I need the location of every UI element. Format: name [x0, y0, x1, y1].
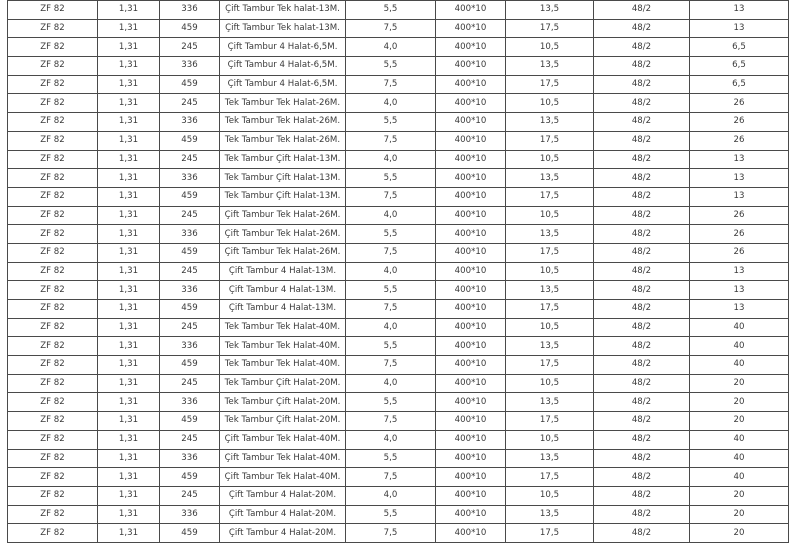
table-row	[8, 243, 789, 262]
table-row	[8, 94, 789, 113]
cell-model: ZF 82	[8, 19, 98, 38]
cell-rope-length: 20	[690, 505, 789, 524]
cell-power: 4,0	[346, 318, 436, 337]
cell-power: 7,5	[346, 300, 436, 319]
cell-model: ZF 82	[8, 393, 98, 412]
cell-model: ZF 82	[8, 94, 98, 113]
cell-speed: 17,5	[506, 524, 594, 543]
cell-power: 5,5	[346, 1, 436, 20]
cell-speed: 13,5	[506, 57, 594, 76]
cell-dimension: 400*10	[436, 75, 506, 94]
cell-configuration: Tek Tambur Tek Halat-26M.	[220, 94, 346, 113]
cell-ratio: 1,31	[98, 113, 160, 132]
cell-dimension: 400*10	[436, 412, 506, 431]
cell-model: ZF 82	[8, 169, 98, 188]
cell-rope-length: 13	[690, 150, 789, 169]
cell-dimension: 400*10	[436, 113, 506, 132]
table-row	[8, 337, 789, 356]
cell-speed: 17,5	[506, 187, 594, 206]
cell-capacity: 245	[160, 430, 220, 449]
cell-rope-length: 26	[690, 225, 789, 244]
cell-power: 7,5	[346, 412, 436, 431]
cell-dimension: 400*10	[436, 131, 506, 150]
cell-power: 4,0	[346, 486, 436, 505]
table-row	[8, 505, 789, 524]
cell-power: 7,5	[346, 243, 436, 262]
cell-rope-length: 13	[690, 169, 789, 188]
cell-drum: 48/2	[594, 1, 690, 20]
cell-dimension: 400*10	[436, 94, 506, 113]
cell-rope-length: 40	[690, 430, 789, 449]
table-row	[8, 150, 789, 169]
cell-dimension: 400*10	[436, 169, 506, 188]
cell-ratio: 1,31	[98, 430, 160, 449]
cell-model: ZF 82	[8, 131, 98, 150]
cell-speed: 10,5	[506, 318, 594, 337]
cell-ratio: 1,31	[98, 131, 160, 150]
cell-model: ZF 82	[8, 281, 98, 300]
spec-table	[7, 0, 789, 543]
cell-dimension: 400*10	[436, 468, 506, 487]
cell-dimension: 400*10	[436, 524, 506, 543]
cell-ratio: 1,31	[98, 225, 160, 244]
cell-speed: 13,5	[506, 505, 594, 524]
cell-configuration: Çift Tambur 4 Halat-20M.	[220, 486, 346, 505]
table-row	[8, 393, 789, 412]
table-row	[8, 300, 789, 319]
cell-rope-length: 13	[690, 1, 789, 20]
cell-drum: 48/2	[594, 225, 690, 244]
cell-dimension: 400*10	[436, 225, 506, 244]
cell-drum: 48/2	[594, 337, 690, 356]
cell-dimension: 400*10	[436, 318, 506, 337]
cell-rope-length: 6,5	[690, 38, 789, 57]
cell-rope-length: 6,5	[690, 57, 789, 76]
table-row	[8, 169, 789, 188]
cell-ratio: 1,31	[98, 1, 160, 20]
cell-model: ZF 82	[8, 505, 98, 524]
table-row	[8, 225, 789, 244]
cell-ratio: 1,31	[98, 356, 160, 375]
cell-drum: 48/2	[594, 150, 690, 169]
cell-model: ZF 82	[8, 262, 98, 281]
cell-power: 7,5	[346, 524, 436, 543]
cell-drum: 48/2	[594, 300, 690, 319]
cell-configuration: Çift Tambur 4 Halat-13M.	[220, 262, 346, 281]
table-row	[8, 262, 789, 281]
cell-capacity: 336	[160, 113, 220, 132]
table-row	[8, 19, 789, 38]
table-row	[8, 57, 789, 76]
cell-dimension: 400*10	[436, 150, 506, 169]
cell-model: ZF 82	[8, 524, 98, 543]
cell-configuration: Tek Tambur Tek Halat-40M.	[220, 337, 346, 356]
cell-configuration: Tek Tambur Tek Halat-26M.	[220, 113, 346, 132]
cell-capacity: 245	[160, 206, 220, 225]
cell-power: 4,0	[346, 150, 436, 169]
cell-model: ZF 82	[8, 337, 98, 356]
cell-power: 7,5	[346, 187, 436, 206]
cell-rope-length: 13	[690, 281, 789, 300]
table-row	[8, 187, 789, 206]
table-row	[8, 281, 789, 300]
cell-power: 5,5	[346, 393, 436, 412]
cell-configuration: Çift Tambur 4 Halat-6,5M.	[220, 57, 346, 76]
cell-speed: 17,5	[506, 356, 594, 375]
cell-speed: 17,5	[506, 468, 594, 487]
cell-configuration: Çift Tambur 4 Halat-6,5M.	[220, 75, 346, 94]
cell-configuration: Tek Tambur Çift Halat-13M.	[220, 187, 346, 206]
cell-configuration: Tek Tambur Tek Halat-40M.	[220, 356, 346, 375]
cell-configuration: Çift Tambur 4 Halat-20M.	[220, 505, 346, 524]
cell-capacity: 459	[160, 300, 220, 319]
cell-speed: 10,5	[506, 374, 594, 393]
cell-ratio: 1,31	[98, 412, 160, 431]
cell-drum: 48/2	[594, 262, 690, 281]
cell-drum: 48/2	[594, 374, 690, 393]
cell-power: 4,0	[346, 262, 436, 281]
table-row	[8, 412, 789, 431]
cell-capacity: 336	[160, 393, 220, 412]
cell-dimension: 400*10	[436, 486, 506, 505]
cell-dimension: 400*10	[436, 19, 506, 38]
cell-dimension: 400*10	[436, 374, 506, 393]
cell-dimension: 400*10	[436, 356, 506, 375]
cell-model: ZF 82	[8, 486, 98, 505]
cell-capacity: 459	[160, 356, 220, 375]
cell-drum: 48/2	[594, 486, 690, 505]
cell-ratio: 1,31	[98, 57, 160, 76]
cell-drum: 48/2	[594, 169, 690, 188]
cell-dimension: 400*10	[436, 206, 506, 225]
cell-rope-length: 40	[690, 356, 789, 375]
cell-configuration: Tek Tambur Tek Halat-40M.	[220, 318, 346, 337]
table-row	[8, 75, 789, 94]
cell-configuration: Tek Tambur Çift Halat-20M.	[220, 374, 346, 393]
cell-ratio: 1,31	[98, 449, 160, 468]
cell-dimension: 400*10	[436, 243, 506, 262]
cell-ratio: 1,31	[98, 468, 160, 487]
cell-ratio: 1,31	[98, 486, 160, 505]
cell-drum: 48/2	[594, 38, 690, 57]
cell-ratio: 1,31	[98, 393, 160, 412]
cell-model: ZF 82	[8, 225, 98, 244]
cell-configuration: Çift Tambur Tek Halat-40M.	[220, 468, 346, 487]
cell-drum: 48/2	[594, 75, 690, 94]
cell-power: 5,5	[346, 281, 436, 300]
cell-configuration: Çift Tambur 4 Halat-20M.	[220, 524, 346, 543]
cell-dimension: 400*10	[436, 393, 506, 412]
cell-ratio: 1,31	[98, 281, 160, 300]
cell-speed: 13,5	[506, 337, 594, 356]
cell-speed: 17,5	[506, 131, 594, 150]
cell-model: ZF 82	[8, 243, 98, 262]
cell-speed: 13,5	[506, 113, 594, 132]
cell-rope-length: 26	[690, 243, 789, 262]
cell-speed: 10,5	[506, 206, 594, 225]
cell-power: 7,5	[346, 356, 436, 375]
cell-rope-length: 13	[690, 187, 789, 206]
cell-power: 4,0	[346, 38, 436, 57]
table-row	[8, 430, 789, 449]
cell-drum: 48/2	[594, 393, 690, 412]
cell-drum: 48/2	[594, 206, 690, 225]
cell-capacity: 245	[160, 94, 220, 113]
cell-configuration: Tek Tambur Çift Halat-20M.	[220, 393, 346, 412]
cell-rope-length: 20	[690, 374, 789, 393]
cell-power: 4,0	[346, 374, 436, 393]
cell-power: 7,5	[346, 468, 436, 487]
cell-power: 5,5	[346, 337, 436, 356]
cell-capacity: 336	[160, 1, 220, 20]
cell-rope-length: 20	[690, 524, 789, 543]
cell-drum: 48/2	[594, 468, 690, 487]
table-row	[8, 468, 789, 487]
cell-model: ZF 82	[8, 300, 98, 319]
cell-ratio: 1,31	[98, 505, 160, 524]
cell-model: ZF 82	[8, 412, 98, 431]
cell-configuration: Çift Tambur Tek Halat-40M.	[220, 449, 346, 468]
cell-power: 5,5	[346, 505, 436, 524]
cell-capacity: 336	[160, 505, 220, 524]
cell-capacity: 459	[160, 412, 220, 431]
cell-configuration: Çift Tambur Tek halat-13M.	[220, 19, 346, 38]
cell-model: ZF 82	[8, 356, 98, 375]
cell-speed: 17,5	[506, 412, 594, 431]
cell-configuration: Tek Tambur Çift Halat-13M.	[220, 150, 346, 169]
table-row	[8, 113, 789, 132]
cell-model: ZF 82	[8, 430, 98, 449]
table-row	[8, 374, 789, 393]
cell-power: 7,5	[346, 131, 436, 150]
cell-dimension: 400*10	[436, 57, 506, 76]
cell-power: 7,5	[346, 75, 436, 94]
cell-speed: 10,5	[506, 486, 594, 505]
cell-model: ZF 82	[8, 38, 98, 57]
cell-ratio: 1,31	[98, 94, 160, 113]
cell-configuration: Çift Tambur Tek halat-13M.	[220, 1, 346, 20]
cell-dimension: 400*10	[436, 262, 506, 281]
cell-speed: 10,5	[506, 94, 594, 113]
cell-configuration: Çift Tambur 4 Halat-13M.	[220, 300, 346, 319]
cell-drum: 48/2	[594, 449, 690, 468]
cell-model: ZF 82	[8, 150, 98, 169]
cell-speed: 13,5	[506, 169, 594, 188]
cell-rope-length: 40	[690, 449, 789, 468]
cell-capacity: 336	[160, 57, 220, 76]
cell-capacity: 245	[160, 150, 220, 169]
cell-drum: 48/2	[594, 131, 690, 150]
cell-model: ZF 82	[8, 206, 98, 225]
table-row	[8, 486, 789, 505]
cell-model: ZF 82	[8, 449, 98, 468]
cell-model: ZF 82	[8, 374, 98, 393]
cell-ratio: 1,31	[98, 374, 160, 393]
cell-power: 4,0	[346, 206, 436, 225]
spec-table-body	[8, 1, 789, 543]
cell-dimension: 400*10	[436, 449, 506, 468]
cell-power: 5,5	[346, 449, 436, 468]
cell-drum: 48/2	[594, 281, 690, 300]
cell-dimension: 400*10	[436, 281, 506, 300]
cell-capacity: 336	[160, 449, 220, 468]
cell-model: ZF 82	[8, 187, 98, 206]
cell-ratio: 1,31	[98, 206, 160, 225]
cell-drum: 48/2	[594, 318, 690, 337]
cell-capacity: 245	[160, 262, 220, 281]
table-row	[8, 356, 789, 375]
cell-configuration: Tek Tambur Tek Halat-26M.	[220, 131, 346, 150]
cell-speed: 13,5	[506, 393, 594, 412]
cell-power: 5,5	[346, 57, 436, 76]
cell-drum: 48/2	[594, 356, 690, 375]
cell-configuration: Çift Tambur Tek Halat-26M.	[220, 243, 346, 262]
cell-dimension: 400*10	[436, 1, 506, 20]
cell-configuration: Çift Tambur 4 Halat-13M.	[220, 281, 346, 300]
cell-drum: 48/2	[594, 113, 690, 132]
cell-ratio: 1,31	[98, 187, 160, 206]
cell-rope-length: 20	[690, 412, 789, 431]
cell-capacity: 459	[160, 75, 220, 94]
cell-model: ZF 82	[8, 75, 98, 94]
table-row	[8, 206, 789, 225]
spec-table-container	[7, 0, 789, 543]
cell-dimension: 400*10	[436, 38, 506, 57]
table-row	[8, 524, 789, 543]
cell-rope-length: 20	[690, 393, 789, 412]
cell-capacity: 459	[160, 187, 220, 206]
cell-dimension: 400*10	[436, 430, 506, 449]
cell-capacity: 336	[160, 337, 220, 356]
cell-ratio: 1,31	[98, 75, 160, 94]
cell-rope-length: 40	[690, 468, 789, 487]
cell-capacity: 459	[160, 19, 220, 38]
cell-speed: 10,5	[506, 38, 594, 57]
cell-configuration: Çift Tambur 4 Halat-6,5M.	[220, 38, 346, 57]
cell-speed: 10,5	[506, 430, 594, 449]
cell-capacity: 245	[160, 38, 220, 57]
cell-speed: 17,5	[506, 300, 594, 319]
cell-rope-length: 13	[690, 262, 789, 281]
cell-dimension: 400*10	[436, 300, 506, 319]
cell-configuration: Çift Tambur Tek Halat-26M.	[220, 206, 346, 225]
cell-dimension: 400*10	[436, 337, 506, 356]
cell-rope-length: 26	[690, 131, 789, 150]
cell-capacity: 459	[160, 468, 220, 487]
cell-drum: 48/2	[594, 412, 690, 431]
cell-rope-length: 26	[690, 206, 789, 225]
cell-capacity: 459	[160, 524, 220, 543]
cell-ratio: 1,31	[98, 337, 160, 356]
cell-capacity: 336	[160, 281, 220, 300]
cell-ratio: 1,31	[98, 243, 160, 262]
table-row	[8, 1, 789, 20]
cell-model: ZF 82	[8, 113, 98, 132]
cell-power: 5,5	[346, 169, 436, 188]
cell-rope-length: 26	[690, 113, 789, 132]
cell-capacity: 245	[160, 318, 220, 337]
cell-rope-length: 40	[690, 318, 789, 337]
cell-dimension: 400*10	[436, 187, 506, 206]
cell-ratio: 1,31	[98, 19, 160, 38]
cell-drum: 48/2	[594, 94, 690, 113]
cell-dimension: 400*10	[436, 505, 506, 524]
cell-power: 4,0	[346, 94, 436, 113]
table-row	[8, 318, 789, 337]
cell-speed: 13,5	[506, 449, 594, 468]
cell-drum: 48/2	[594, 430, 690, 449]
cell-rope-length: 13	[690, 300, 789, 319]
cell-ratio: 1,31	[98, 262, 160, 281]
cell-capacity: 459	[160, 131, 220, 150]
cell-ratio: 1,31	[98, 150, 160, 169]
cell-speed: 17,5	[506, 19, 594, 38]
cell-drum: 48/2	[594, 505, 690, 524]
cell-speed: 13,5	[506, 1, 594, 20]
cell-model: ZF 82	[8, 318, 98, 337]
cell-speed: 17,5	[506, 243, 594, 262]
cell-rope-length: 6,5	[690, 75, 789, 94]
cell-power: 7,5	[346, 19, 436, 38]
cell-drum: 48/2	[594, 19, 690, 38]
cell-ratio: 1,31	[98, 300, 160, 319]
cell-drum: 48/2	[594, 57, 690, 76]
table-row	[8, 131, 789, 150]
cell-capacity: 459	[160, 243, 220, 262]
cell-drum: 48/2	[594, 243, 690, 262]
cell-ratio: 1,31	[98, 524, 160, 543]
cell-model: ZF 82	[8, 468, 98, 487]
cell-configuration: Tek Tambur Çift Halat-20M.	[220, 412, 346, 431]
table-row	[8, 449, 789, 468]
cell-ratio: 1,31	[98, 318, 160, 337]
cell-ratio: 1,31	[98, 38, 160, 57]
cell-rope-length: 13	[690, 19, 789, 38]
cell-speed: 10,5	[506, 150, 594, 169]
cell-ratio: 1,31	[98, 169, 160, 188]
cell-capacity: 245	[160, 486, 220, 505]
cell-drum: 48/2	[594, 524, 690, 543]
cell-configuration: Çift Tambur Tek Halat-26M.	[220, 225, 346, 244]
cell-configuration: Tek Tambur Çift Halat-13M.	[220, 169, 346, 188]
cell-capacity: 245	[160, 374, 220, 393]
cell-power: 4,0	[346, 430, 436, 449]
cell-configuration: Çift Tambur Tek Halat-40M.	[220, 430, 346, 449]
cell-rope-length: 40	[690, 337, 789, 356]
cell-power: 5,5	[346, 225, 436, 244]
cell-power: 5,5	[346, 113, 436, 132]
cell-capacity: 336	[160, 169, 220, 188]
table-row	[8, 38, 789, 57]
cell-rope-length: 20	[690, 486, 789, 505]
cell-speed: 10,5	[506, 262, 594, 281]
cell-speed: 13,5	[506, 225, 594, 244]
cell-drum: 48/2	[594, 187, 690, 206]
cell-model: ZF 82	[8, 57, 98, 76]
cell-speed: 17,5	[506, 75, 594, 94]
cell-model: ZF 82	[8, 1, 98, 20]
cell-speed: 13,5	[506, 281, 594, 300]
cell-rope-length: 26	[690, 94, 789, 113]
cell-capacity: 336	[160, 225, 220, 244]
